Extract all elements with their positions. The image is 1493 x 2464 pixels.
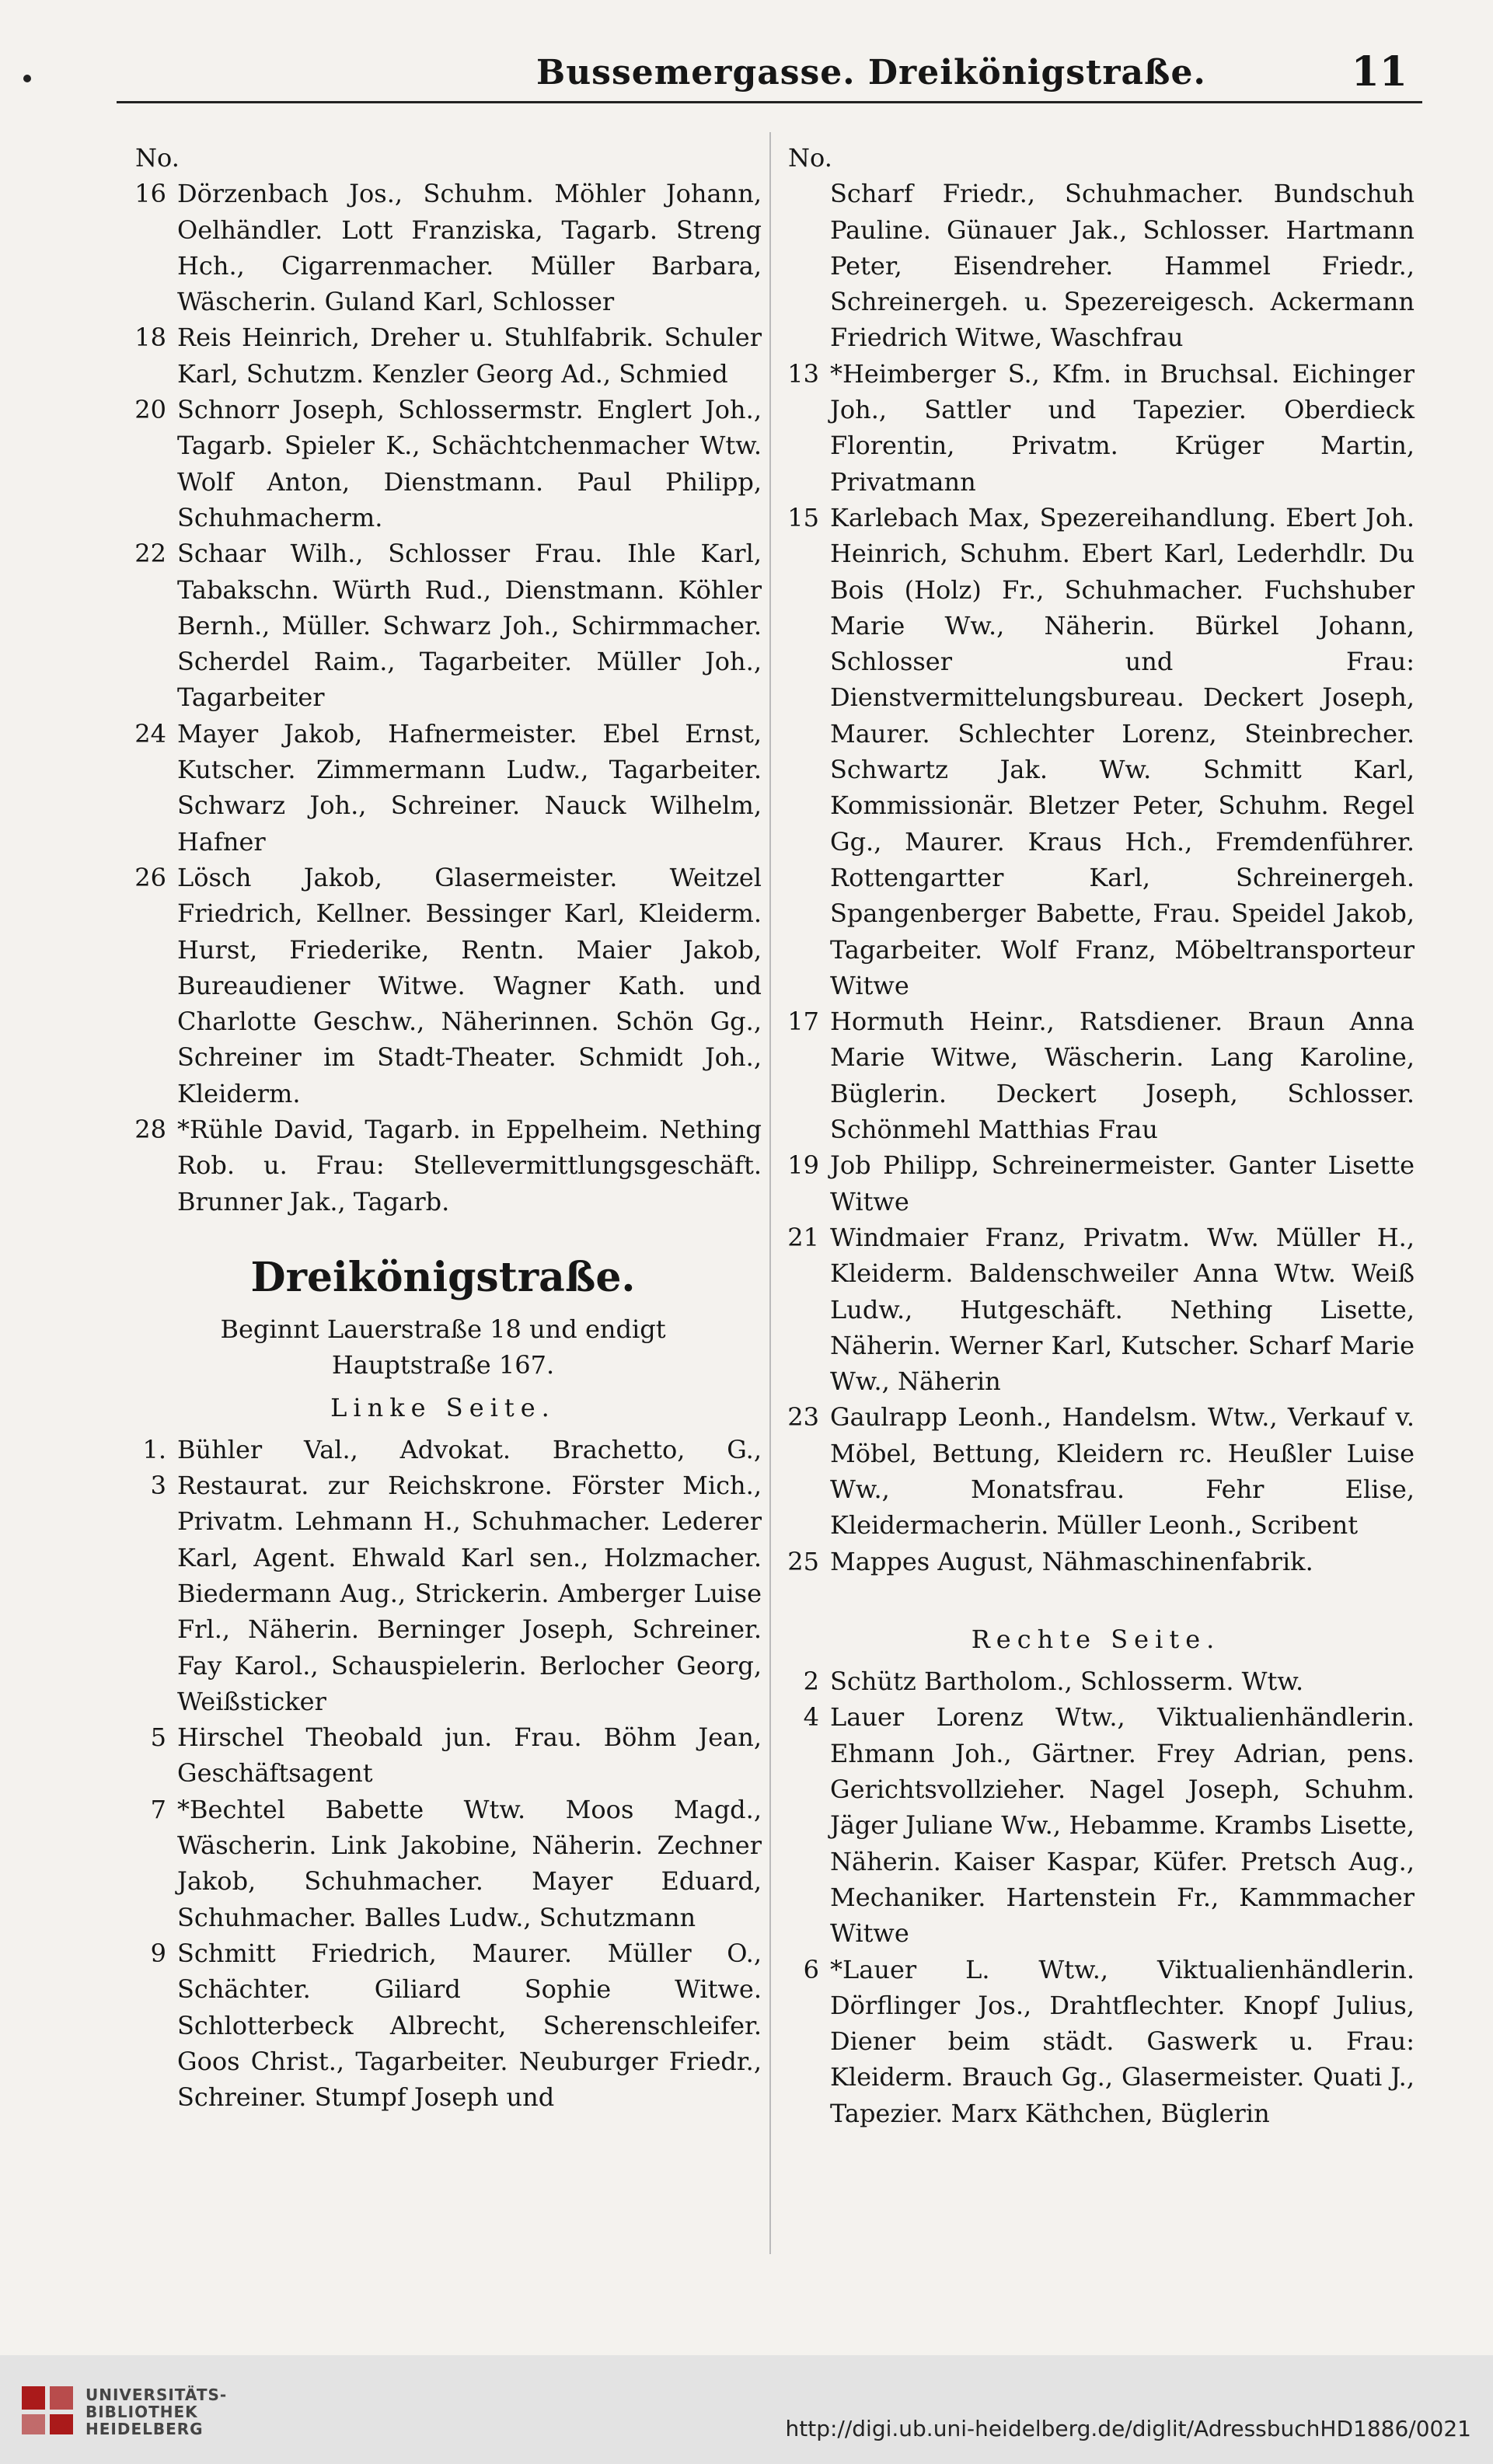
- house-number: 1. 3: [142, 1434, 166, 1501]
- resident-list: Schütz Bartholom., Schlosserm. Wtw.: [830, 1667, 1304, 1697]
- address-entry: [124, 1112, 762, 1220]
- library-name: UNIVERSITÄTS- BIBLIOTHEK HEIDELBERG: [85, 2385, 228, 2438]
- column-divider: [769, 132, 771, 2254]
- resident-list: Scharf Friedr., Schuhmacher. Bundschuh Pauline. Günauer Jak., Schlosser. Hartmann Peter, Eisendreher. Hammel Friedr., Schreinergeh. u. Spezereigesch. Ackermann Friedrich Witwe, Waschfrau: [830, 179, 1415, 353]
- margin-dot: [23, 75, 31, 82]
- entry-list: [777, 1663, 1415, 2131]
- address-entry: [124, 536, 762, 715]
- address-entry: [777, 1220, 1415, 1399]
- house-number: 24: [134, 718, 166, 749]
- house-number: [777, 176, 830, 355]
- resident-list: Lösch Jakob, Glasermeister. Weitzel Friedrich, Kellner. Bessinger Karl, Kleiderm. Hurst, Friederike, Rentn. Maier Jakob, Bureaudiener Witwe. Wagner Kath. und Charlotte Geschw., Näherinnen. Schön Gg., Schreiner im Stadt-Theater. Schmidt Joh., Kleiderm.: [177, 862, 762, 1108]
- house-number: 20: [134, 395, 166, 425]
- house-number: 13: [787, 358, 819, 389]
- source-url[interactable]: http://digi.ub.uni-heidelberg.de/diglit/AdressbuchHD1886/0021: [785, 2416, 1471, 2441]
- resident-list: Schaar Wilh., Schlosser Frau. Ihle Karl, Tabakschn. Würth Rud., Dienstmann. Köhler Bernh., Müller. Schwarz Joh., Schirmmacher. Scherdel Raim., Tagarbeiter. Müller Joh., Tagarbeiter: [177, 539, 762, 713]
- column-label: No.: [788, 143, 832, 173]
- side-label: Linke Seite.: [330, 1392, 556, 1422]
- house-number: 6: [803, 1954, 819, 1984]
- entry-list: [777, 176, 1415, 1579]
- side-label: Rechte Seite.: [971, 1624, 1221, 1654]
- header-rule: [117, 101, 1422, 103]
- resident-list: Mappes August, Nähmaschinenfabrik.: [830, 1546, 1313, 1576]
- address-entry: [124, 1719, 762, 1792]
- address-entry: [124, 1792, 762, 1935]
- resident-list: Gaulrapp Leonh., Handelsm. Wtw., Verkauf v. Möbel, Bettung, Kleidern rc. Heußler Luise Ww., Monatsfrau. Fehr Elise, Kleidermacherin. Müller Leonh., Scribent: [830, 1402, 1415, 1541]
- resident-list: Dörzenbach Jos., Schuhm. Möhler Johann, Oelhändler. Lott Franziska, Tagarb. Streng Hch., Cigarrenmacher. Müller Barbara, Wäscherin. Guland Karl, Schlosser: [177, 179, 762, 317]
- address-entry: [124, 1935, 762, 2115]
- house-number: 5: [150, 1722, 166, 1753]
- address-entry: [124, 319, 762, 392]
- house-number: 25: [787, 1546, 819, 1576]
- address-entry: [777, 1544, 1415, 1579]
- house-number: 18: [134, 323, 166, 353]
- section-title: Dreikönigstraße.: [250, 1253, 636, 1301]
- house-number: 17: [787, 1007, 819, 1037]
- library-logo-icon: [22, 2386, 76, 2434]
- house-number: 26: [134, 862, 166, 892]
- house-number: 22: [134, 539, 166, 569]
- resident-list: Hormuth Heinr., Ratsdiener. Braun Anna Marie Witwe, Wäscherin. Lang Karoline, Büglerin. Deckert Joseph, Schlosser. Schönmehl Matthias Frau: [830, 1007, 1415, 1145]
- section-description: Beginnt Lauerstraße 18 und endigt Hauptstraße 167.: [220, 1314, 666, 1380]
- address-entry: [777, 1699, 1415, 1951]
- address-entry: [124, 860, 762, 1112]
- house-number: 7: [150, 1794, 166, 1824]
- left-column: [124, 140, 762, 2115]
- address-entry: [124, 176, 762, 319]
- column-label: No.: [135, 143, 180, 173]
- address-entry: [777, 500, 1415, 1003]
- entry-list: [124, 176, 762, 1220]
- resident-list: *Lauer L. Wtw., Viktualienhändlerin. Dörflinger Jos., Drahtflechter. Knopf Julius, Diener beim städt. Gaswerk u. Frau: Kleiderm. Brauch Gg., Glasermeister. Quati J., Tapezier. Marx Käthchen, Büglerin: [830, 1954, 1415, 2128]
- address-entry: [124, 716, 762, 860]
- resident-list: Bühler Val., Advokat. Brachetto, G., Restaurat. zur Reichskrone. Förster Mich., Privatm. Lehmann H., Schuhmacher. Lederer Karl, Agent. Ehwald Karl sen., Holzmacher. Biedermann Aug., Strickerin. Amberger Luise Frl., Näherin. Berninger Joseph, Schreiner. Fay Karol., Schauspielerin. Berlocher Georg, Weißsticker: [177, 1434, 762, 1716]
- resident-list: Schmitt Friedrich, Maurer. Müller O., Schächter. Giliard Sophie Witwe. Schlotterbeck Albrecht, Scherenschleifer. Goos Christ., Tagarbeiter. Neuburger Friedr., Schreiner. Stumpf Joseph und: [177, 1938, 762, 2113]
- resident-list: Schnorr Joseph, Schlossermstr. Englert Joh., Tagarb. Spieler K., Schächtchenmacher Wtw. Wolf Anton, Dienstmann. Paul Philipp, Schuhmacherm.: [177, 395, 762, 532]
- entry-list: [124, 1432, 762, 2116]
- resident-list: Job Philipp, Schreinermeister. Ganter Lisette Witwe: [830, 1150, 1415, 1216]
- page-number: 11: [1351, 48, 1408, 96]
- address-entry: [777, 356, 1415, 500]
- resident-list: Reis Heinrich, Dreher u. Stuhlfabrik. Schuler Karl, Schutzm. Kenzler Georg Ad., Schmied: [177, 323, 762, 389]
- house-number: 19: [787, 1150, 819, 1181]
- resident-list: *Bechtel Babette Wtw. Moos Magd., Wäscherin. Link Jakobine, Näherin. Zechner Jakob, Schuhmacher. Mayer Eduard, Schuhmacher. Balles Ludw., Schutzmann: [177, 1794, 762, 1932]
- address-entry: [124, 1432, 762, 1719]
- house-number: 16: [134, 179, 166, 209]
- address-entry: [777, 1003, 1415, 1147]
- house-number: 15: [787, 502, 819, 532]
- house-number: 9: [150, 1938, 166, 1968]
- address-entry: [777, 176, 1415, 355]
- address-entry: [777, 1399, 1415, 1543]
- resident-list: *Heimberger S., Kfm. in Bruchsal. Eichinger Joh., Sattler und Tapezier. Oberdieck Florentin, Privatm. Krüger Martin, Privatmann: [830, 358, 1415, 497]
- address-entry: [124, 392, 762, 536]
- right-column: [777, 140, 1415, 2131]
- house-number: 28: [134, 1115, 166, 1145]
- resident-list: Windmaier Franz, Privatm. Ww. Müller H., Kleiderm. Baldenschweiler Anna Wtw. Weiß Ludw., Hutgeschäft. Nething Lisette, Näherin. Werner Karl, Kutscher. Scharf Marie Ww., Näherin: [830, 1222, 1415, 1397]
- house-number: 4: [803, 1702, 819, 1733]
- resident-list: Karlebach Max, Spezereihandlung. Ebert Joh. Heinrich, Schuhm. Ebert Karl, Lederhdlr. Du Bois (Holz) Fr., Schuhmacher. Fuchshuber Marie Ww., Näherin. Bürkel Johann, Schlosser und Frau: Dienstvermittelungsbureau. Deckert Joseph, Maurer. Schlechter Lorenz, Steinbrecher. Schwartz Jak. Ww. Schmitt Karl, Kommissionär. Bletzer Peter, Schuhm. Regel Gg., Maurer. Kraus Hch., Fremdenführer. Rottengartter Karl, Schreinergeh. Spangenberger Babette, Frau. Speidel Jakob, Tagarbeiter. Wolf Franz, Möbeltransporteur Witwe: [830, 502, 1415, 1000]
- address-entry: [777, 1952, 1415, 2131]
- resident-list: *Rühle David, Tagarb. in Eppelheim. Nething Rob. u. Frau: Stellevermittlungsgeschäft. Brunner Jak., Tagarb.: [177, 1115, 762, 1216]
- resident-list: Hirschel Theobald jun. Frau. Böhm Jean, Geschäftsagent: [177, 1722, 762, 1789]
- address-entry: [777, 1663, 1415, 1699]
- running-head: Bussemergasse. Dreikönigstraße.: [536, 53, 1206, 92]
- house-number: 21: [787, 1222, 819, 1252]
- address-entry: [777, 1147, 1415, 1220]
- house-number: 2: [803, 1667, 819, 1697]
- house-number: 23: [787, 1402, 819, 1433]
- resident-list: Mayer Jakob, Hafnermeister. Ebel Ernst, Kutscher. Zimmermann Ludw., Tagarbeiter. Schwarz Joh., Schreiner. Nauck Wilhelm, Hafner: [177, 718, 762, 857]
- resident-list: Lauer Lorenz Wtw., Viktualienhändlerin. Ehmann Joh., Gärtner. Frey Adrian, pens. Gerichtsvollzieher. Nagel Joseph, Schuhm. Jäger Juliane Ww., Hebamme. Krambs Lisette, Näherin. Kaiser Kaspar, Küfer. Pretsch Aug., Mechaniker. Hartenstein Fr., Kammmacher Witwe: [830, 1702, 1415, 1949]
- footer-bar: [0, 2355, 1493, 2464]
